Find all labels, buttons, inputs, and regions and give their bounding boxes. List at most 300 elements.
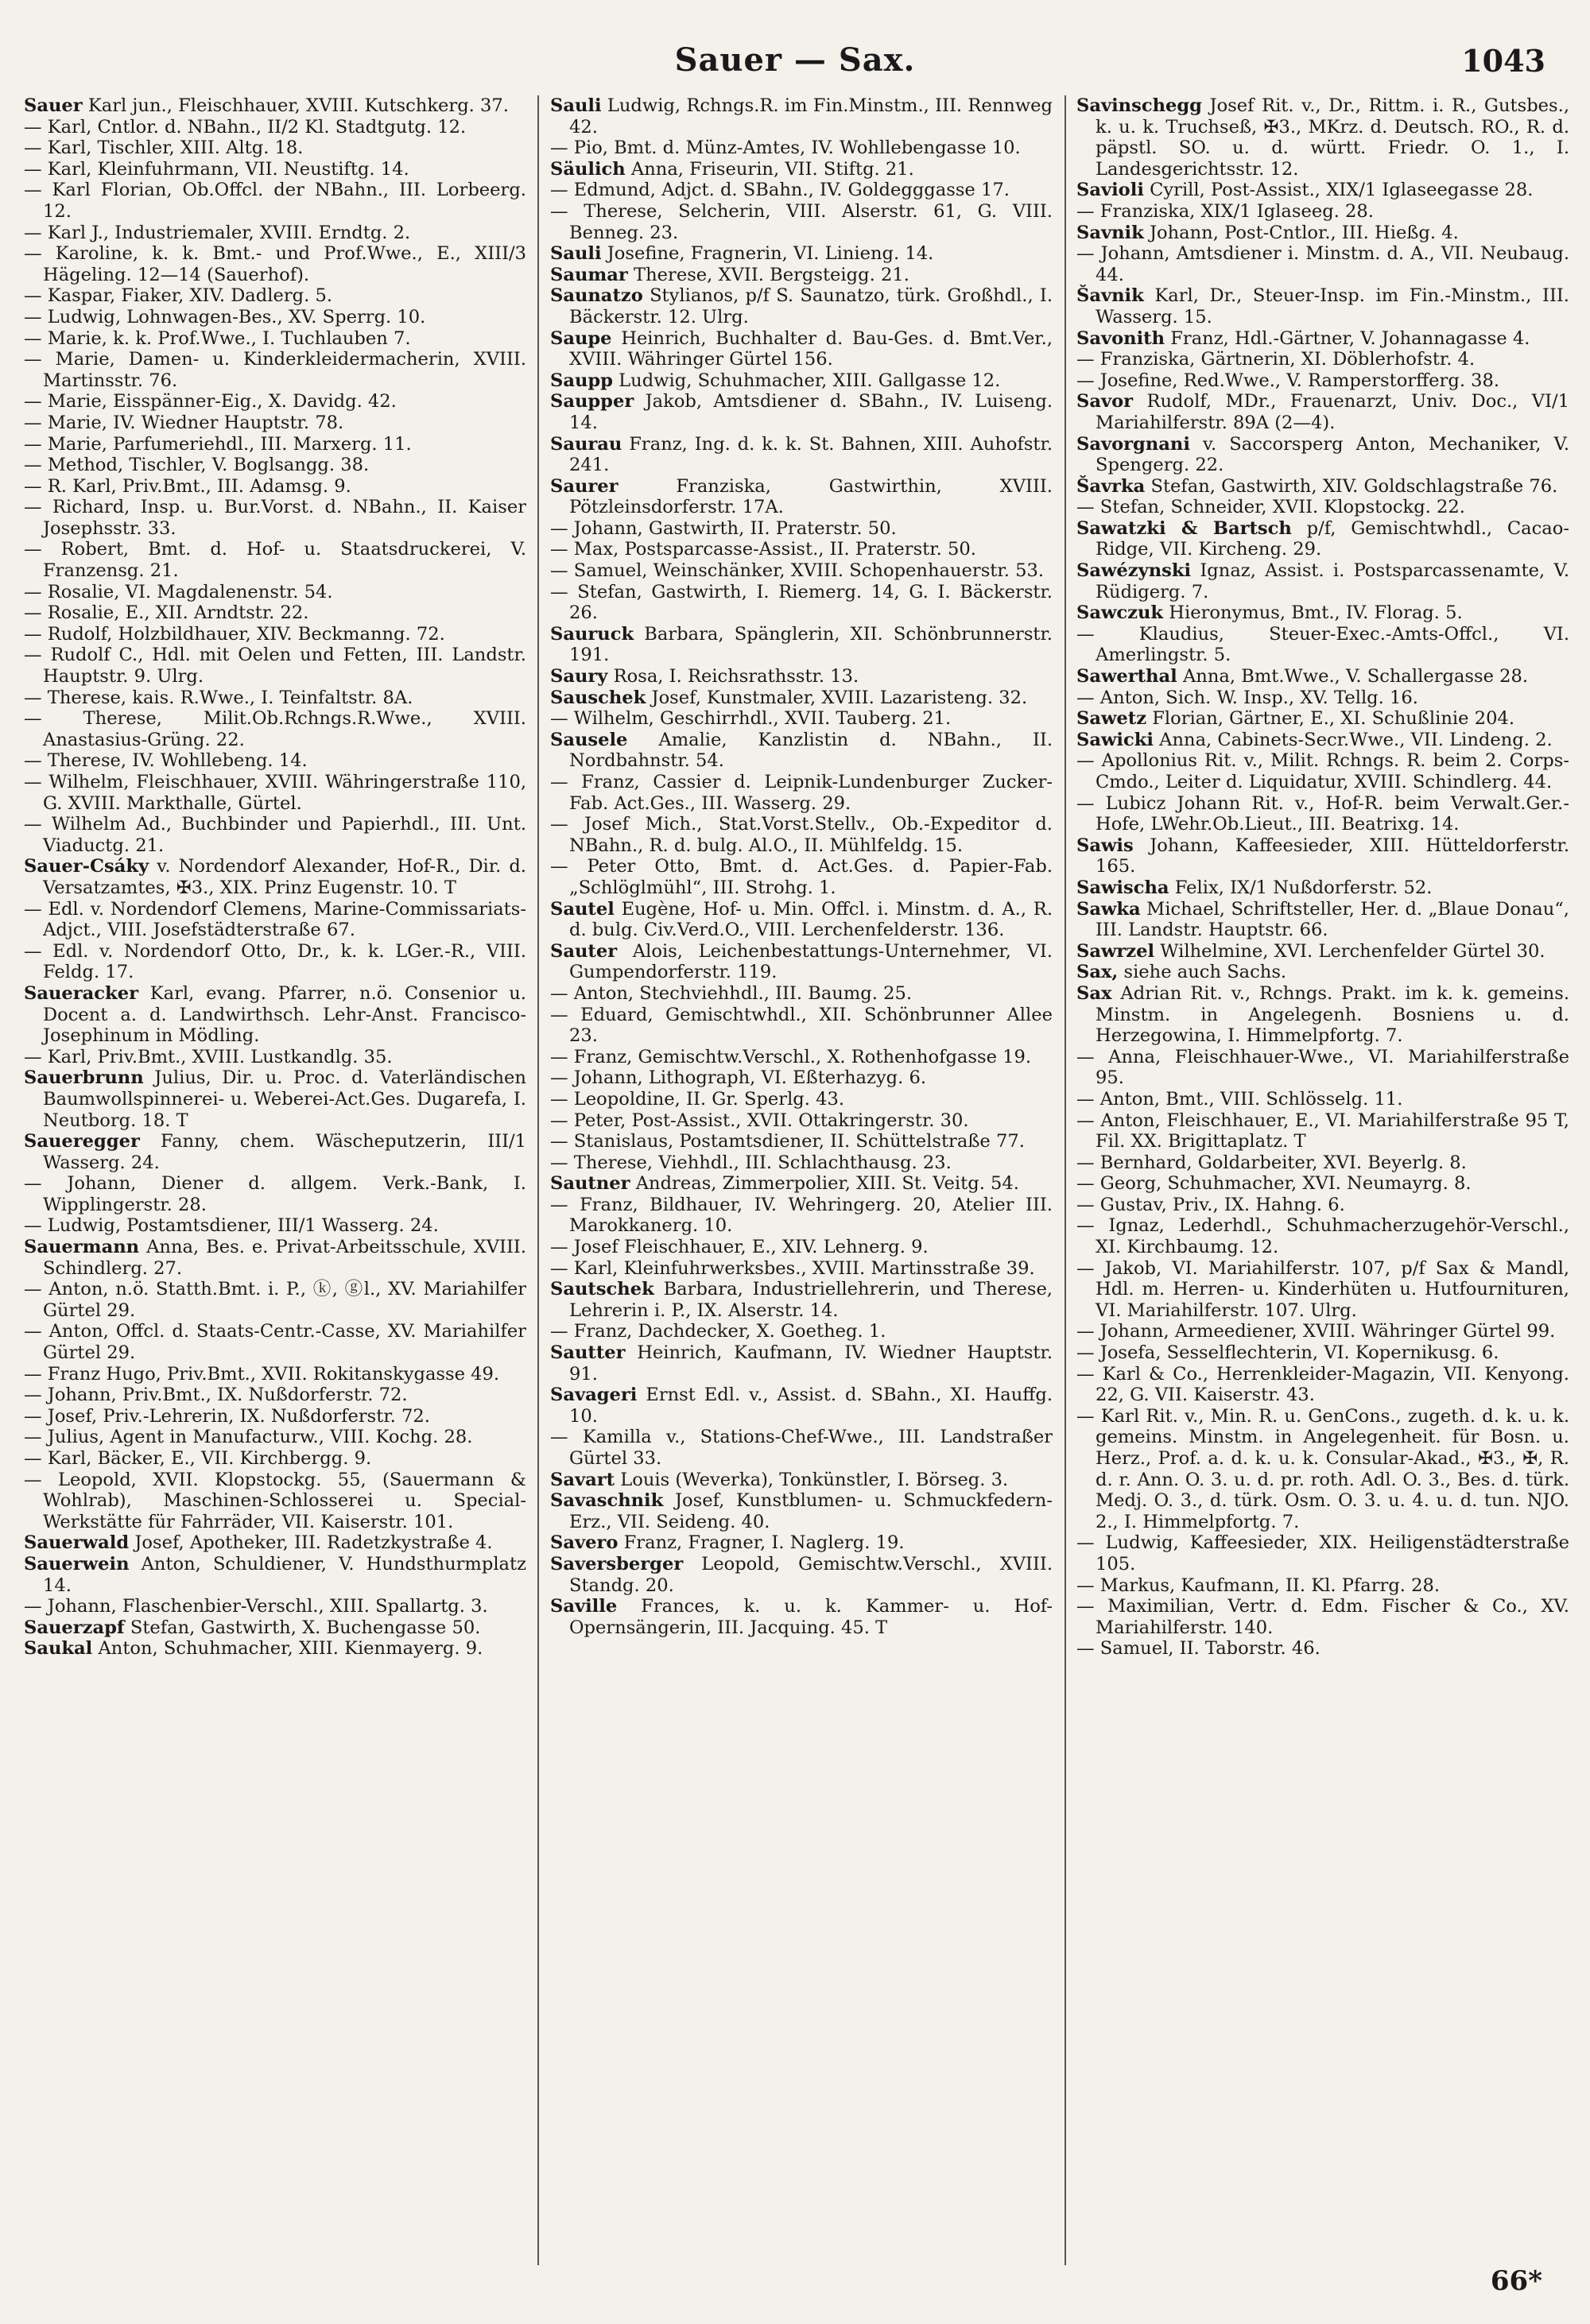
directory-entry xyxy=(550,1131,1053,1152)
directory-entry xyxy=(550,1279,1053,1321)
directory-entry xyxy=(24,328,526,350)
entry-surname: Sauermann xyxy=(24,1237,140,1258)
directory-entry xyxy=(550,285,1053,327)
directory-entry xyxy=(550,201,1053,243)
directory-entry xyxy=(550,265,1053,286)
entry-text: — Marie, Damen- u. Kinderkleidermacherin, XVIII. Martinsstr. 76. xyxy=(24,349,526,391)
entry-surname: Saury xyxy=(550,666,608,688)
directory-entry xyxy=(24,941,526,983)
directory-entry xyxy=(24,1406,526,1427)
directory-entry xyxy=(550,476,1053,518)
directory-entry xyxy=(550,539,1053,560)
entry-text: Felix, IX/1 Nußdorferstr. 52. xyxy=(1174,877,1433,898)
entry-surname: Saueregger xyxy=(24,1131,140,1152)
entry-text: Johann, Kaffeesieder, XIII. Hütteldorferstr. 165. xyxy=(1096,835,1569,877)
directory-entry xyxy=(24,349,526,391)
entry-text: — Markus, Kaufmann, II. Kl. Pfarrg. 28. xyxy=(1076,1575,1441,1596)
entry-text: Ludwig, Rchngs.R. im Fin.Minstm., III. Rennweg 42. xyxy=(569,95,1053,138)
entry-text: — Johann, Priv.Bmt., IX. Nußdorferstr. 72. xyxy=(24,1385,408,1406)
directory-entry xyxy=(1076,243,1569,285)
entry-text: — Edl. v. Nordendorf Otto, Dr., k. k. LGer.-R., VIII. Feldg. 17. xyxy=(24,940,526,983)
entry-text: — Rosalie, E., XII. Arndtstr. 22. xyxy=(24,602,309,624)
entry-surname: Sauerwein xyxy=(24,1553,130,1575)
directory-entry xyxy=(550,1554,1053,1596)
directory-entry xyxy=(24,1554,526,1596)
entry-text: — Apollonius Rit. v., Milit. Rchngs. R. beim 2. Corps-Cmdo., Leiter d. Liquidatur, XVIII. Schindlerg. 44. xyxy=(1076,750,1569,792)
directory-entry xyxy=(1076,877,1569,899)
directory-entry xyxy=(24,1364,526,1385)
entry-surname: Saville xyxy=(550,1596,618,1617)
entry-text: — Kamilla v., Stations-Chef-Wwe., III. Landstraßer Gürtel 33. xyxy=(550,1427,1053,1469)
entry-text: Andreas, Zimmerpolier, XIII. St. Veitg. 54. xyxy=(635,1173,1019,1195)
entry-text: — Stefan, Schneider, XVII. Klopstockg. 22. xyxy=(1076,497,1465,518)
entry-text: Rosa, I. Reichsrathsstr. 13. xyxy=(613,666,859,688)
entry-surname: Sawatzki & Bartsch xyxy=(1076,517,1292,539)
directory-entry xyxy=(1076,602,1569,624)
entry-text: Karl, evang. Pfarrer, n.ö. Consenior u. Docent a. d. Landwirthsch. Lehr-Anst. Francisco-Josephinum in Mödling. xyxy=(43,982,526,1047)
directory-entry xyxy=(1076,328,1569,350)
entry-text: — Johann, Armeediener, XVIII. Währinger Gürtel 99. xyxy=(1076,1321,1556,1342)
entry-text: — Karl, Tischler, XIII. Altg. 18. xyxy=(24,138,304,159)
directory-entry xyxy=(24,391,526,413)
entry-text: — Marie, IV. Wiedner Hauptstr. 78. xyxy=(24,412,344,433)
entry-text: Fanny, chem. Wäscheputzerin, III/1 Wasserg. 24. xyxy=(43,1131,526,1173)
entry-surname: Sawis xyxy=(1076,835,1134,856)
directory-entry xyxy=(24,1215,526,1237)
entry-surname: Šavrka xyxy=(1076,475,1146,497)
entry-text: Stylianos, p/f S. Saunatzo, türk. Großhdl., I. Bäckerstr. 12. Ulrg. xyxy=(569,285,1053,327)
directory-entry xyxy=(550,941,1053,983)
entry-text: Anton, Schuhmacher, XIII. Kienmayerg. 9. xyxy=(98,1638,483,1660)
entry-text: — Bernhard, Goldarbeiter, XVI. Beyerlg. 8. xyxy=(1076,1152,1467,1173)
directory-entry xyxy=(24,1173,526,1215)
entry-text: Amalie, Kanzlistin d. NBahn., II. Nordbahnstr. 54. xyxy=(569,729,1053,772)
directory-entry xyxy=(24,539,526,581)
entry-surname: Saupe xyxy=(550,327,612,349)
entry-text: Leopold, Gemischtw.Verschl., XVIII. Standg. 20. xyxy=(569,1553,1053,1596)
directory-entry xyxy=(24,1638,526,1660)
entry-text: Michael, Schriftsteller, Her. d. „Blaue Donau“, III. Landstr. Hauptstr. 66. xyxy=(1096,898,1569,941)
directory-entry xyxy=(24,413,526,434)
entry-surname: Sautel xyxy=(550,898,615,920)
directory-entry xyxy=(24,138,526,159)
entry-surname: Sauer xyxy=(24,95,83,116)
entry-text: — Kaspar, Fiaker, XIV. Dadlerg. 5. xyxy=(24,285,333,307)
directory-entry xyxy=(550,560,1053,582)
entry-text: — Karl Florian, Ob.Offcl. der NBahn., III. Lorbeerg. 12. xyxy=(24,180,526,222)
entry-text: — Josefine, Red.Wwe., V. Ramperstorfferg. 38. xyxy=(1076,370,1500,391)
directory-entry xyxy=(1076,285,1569,327)
entry-surname: Savor xyxy=(1076,391,1134,413)
entry-text: — Franz, Bildhauer, IV. Wehringerg. 20, Atelier III. Marokkanerg. 10. xyxy=(550,1194,1053,1237)
entry-text: Eugène, Hof- u. Min. Offcl. i. Minstm. d. A., R. d. bulg. Civ.Verd.O., VIII. Lerchenfelderstr. 136. xyxy=(569,898,1053,941)
entry-surname: Sawrzel xyxy=(1076,940,1155,962)
entry-surname: Sauerbrunn xyxy=(24,1067,144,1089)
entry-text: Josefine, Fragnerin, VI. Linieng. 14. xyxy=(607,243,934,265)
entry-text: — Edmund, Adjct. d. SBahn., IV. Goldegggasse 17. xyxy=(550,180,1010,201)
directory-entry xyxy=(550,434,1053,476)
directory-entry xyxy=(550,1173,1053,1195)
directory-entry xyxy=(550,138,1053,159)
entry-text: — Johann, Amtsdiener i. Minstm. d. A., VII. Neubaug. 44. xyxy=(1076,243,1569,285)
entry-text: — Franz, Gemischtw.Verschl., X. Rothenhofgasse 19. xyxy=(550,1046,1032,1067)
directory-entry xyxy=(24,1385,526,1406)
entry-surname: Sautschek xyxy=(550,1279,654,1300)
directory-entry xyxy=(1076,1195,1569,1216)
running-title: Sauer — Sax. xyxy=(674,41,916,79)
entry-text: — Johann, Lithograph, VI. Eßterhazyg. 6. xyxy=(550,1067,927,1089)
column-divider xyxy=(1065,95,1066,2265)
entry-text: — Karl, Bäcker, E., VII. Kirchbergg. 9. xyxy=(24,1448,372,1469)
directory-entry xyxy=(1076,1596,1569,1638)
entry-text: — Marie, k. k. Prof.Wwe., I. Tuchlauben 7. xyxy=(24,327,411,349)
entry-surname: Sauruck xyxy=(550,623,634,645)
entry-text: Anton, Schuldiener, V. Hundsthurmplatz 14. xyxy=(43,1553,526,1596)
entry-text: — Franz Hugo, Priv.Bmt., XVII. Rokitanskygasse 49. xyxy=(24,1363,500,1385)
entry-text: Heinrich, Buchhalter d. Bau-Ges. d. Bmt.Ver., XVIII. Währinger Gürtel 156. xyxy=(569,327,1053,370)
directory-entry xyxy=(1076,666,1569,688)
entry-surname: Saumar xyxy=(550,264,628,285)
directory-entry xyxy=(24,772,526,814)
directory-entry xyxy=(24,602,526,624)
entry-text: — Richard, Insp. u. Bur.Vorst. d. NBahn., II. Kaiser Josephsstr. 33. xyxy=(24,497,526,539)
entry-text: — Robert, Bmt. d. Hof- u. Staatsdruckerei, V. Franzensg. 21. xyxy=(24,539,526,582)
entry-surname: Sauli xyxy=(550,95,602,116)
directory-entry xyxy=(1076,1364,1569,1406)
entry-text: — Anna, Fleischhauer-Wwe., VI. Mariahilferstraße 95. xyxy=(1076,1046,1569,1089)
directory-entry xyxy=(24,1617,526,1639)
directory-entry xyxy=(550,1342,1053,1385)
directory-entry xyxy=(550,1005,1053,1047)
directory-entry xyxy=(24,307,526,328)
entry-text: — Leopoldine, II. Gr. Sperlg. 43. xyxy=(550,1088,845,1110)
directory-entry xyxy=(24,708,526,750)
entry-surname: Saversberger xyxy=(550,1553,684,1575)
directory-entry xyxy=(1076,434,1569,476)
entry-text: — Franziska, Gärtnerin, XI. Döblerhofstr. 4. xyxy=(1076,349,1476,370)
column-1 xyxy=(24,95,526,2265)
entry-text: — Jakob, VI. Mariahilferstr. 107, p/f Sax & Mandl, Hdl. m. Herren- u. Kinderhüten u. Hutfournituren, VI. Mariahilferstr. 107. Ulrg. xyxy=(1076,1257,1569,1321)
entry-text: — Therese, Viehhdl., III. Schlachthausg. 23. xyxy=(550,1152,952,1173)
entry-surname: Sawczuk xyxy=(1076,602,1164,624)
page-header xyxy=(0,41,1590,89)
entry-text: — Lubicz Johann Rit. v., Hof-R. beim Verwalt.Ger.-Hofe, LWehr.Ob.Lieut., III. Beatrixg. 14. xyxy=(1076,792,1569,835)
entry-text: Adrian Rit. v., Rchngs. Prakt. im k. k. gemeins. Minstm. in Angelegenh. Bosniens u. d. Herzegowina, I. Himmelpfortg. 7. xyxy=(1096,982,1569,1047)
entry-text: — Johann, Flaschenbier-Verschl., XIII. Spallartg. 3. xyxy=(24,1596,488,1617)
entry-surname: Sawka xyxy=(1076,898,1141,920)
entry-surname: Säulich xyxy=(550,158,626,180)
entry-text: — Therese, Milit.Ob.Rchngs.R.Wwe., XVIII. Anastasius-Grüng. 22. xyxy=(24,708,526,750)
entry-text: — Franz, Dachdecker, X. Goetheg. 1. xyxy=(550,1321,886,1342)
directory-entry xyxy=(1076,688,1569,709)
entry-text: — Eduard, Gemischtwhdl., XII. Schönbrunner Allee 23. xyxy=(550,1004,1053,1047)
entry-text: — Anton, Sich. W. Insp., XV. Tellg. 16. xyxy=(1076,687,1418,708)
entry-text: — Ludwig, Postamtsdiener, III/1 Wasserg. 24. xyxy=(24,1215,439,1237)
entry-text: — Ludwig, Lohnwagen-Bes., XV. Sperrg. 10. xyxy=(24,306,426,327)
directory-entry xyxy=(1076,476,1569,498)
entry-text: Cyrill, Post-Assist., XIX/1 Iglaseegasse 28. xyxy=(1150,180,1534,201)
directory-entry xyxy=(1076,518,1569,560)
directory-entry xyxy=(1076,1342,1569,1364)
directory-entry xyxy=(550,983,1053,1005)
directory-entry xyxy=(24,983,526,1047)
entry-surname: Savart xyxy=(550,1469,615,1490)
entry-text: — Edl. v. Nordendorf Clemens, Marine-Commissariats-Adjct., VIII. Josefstädterstraße 67. xyxy=(24,898,526,941)
entry-text: — Karl, Kleinfuhrmann, VII. Neustiftg. 14. xyxy=(24,158,409,180)
directory-entry xyxy=(24,223,526,244)
directory-entry xyxy=(1076,941,1569,963)
entry-surname: Saupp xyxy=(550,370,613,391)
entry-text: Barbara, Industriellehrerin, und Therese, Lehrerin i. P., IX. Alserstr. 14. xyxy=(569,1279,1053,1321)
directory-entry xyxy=(1076,180,1569,201)
directory-entry xyxy=(550,1089,1053,1110)
entry-text: — Samuel, Weinschänker, XVIII. Schopenhauerstr. 53. xyxy=(550,560,1044,582)
entry-surname: Sautter xyxy=(550,1342,626,1364)
entry-text: — Karl & Co., Herrenkleider-Magazin, VII. Kenyong. 22, G. VII. Kaiserstr. 43. xyxy=(1076,1363,1569,1406)
entry-text: Josef, Kunstmaler, XVIII. Lazaristeng. 32. xyxy=(651,687,1028,708)
entry-surname: Sawerthal xyxy=(1076,666,1177,688)
directory-entry xyxy=(1076,750,1569,792)
entry-text: — Wilhelm, Fleischhauer, XVIII. Währingerstraße 110, G. XVIII. Markthalle, Gürtel. xyxy=(24,772,526,814)
directory-entry xyxy=(24,814,526,856)
entry-surname: Sawischa xyxy=(1076,877,1169,898)
directory-entry xyxy=(24,899,526,941)
directory-entry xyxy=(550,1427,1053,1469)
entry-text: Josef, Apotheker, III. Radetzkystraße 4. xyxy=(134,1532,493,1554)
directory-entry xyxy=(550,582,1053,624)
entry-text: — Karl, Cntlor. d. NBahn., II/2 Kl. Stadtgutg. 12. xyxy=(24,116,467,138)
directory-entry xyxy=(24,1321,526,1363)
directory-entry xyxy=(550,95,1053,138)
entry-text: — Samuel, II. Taborstr. 46. xyxy=(1076,1638,1320,1660)
entry-surname: Sax xyxy=(1076,982,1112,1004)
directory-entry xyxy=(550,772,1053,814)
entry-text: — Wilhelm, Geschirrhdl., XVII. Tauberg. 21. xyxy=(550,708,952,730)
directory-entry xyxy=(24,434,526,455)
directory-entry xyxy=(550,1385,1053,1427)
directory-entry xyxy=(550,666,1053,688)
entry-text: — Max, Postsparcasse-Assist., II. Praterstr. 50. xyxy=(550,539,976,560)
entry-surname: Sauschek xyxy=(550,687,646,708)
directory-entry xyxy=(1076,201,1569,223)
entry-text: — Karl, Kleinfuhrwerksbes., XVIII. Martinsstraße 39. xyxy=(550,1257,1035,1279)
directory-entry xyxy=(24,1596,526,1617)
entry-text: Julius, Dir. u. Proc. d. Vaterländischen Baumwollspinnerei- u. Weberei-Act.Ges. Dugarefa, I. Neutborg. 18. T xyxy=(43,1067,526,1131)
directory-entry xyxy=(24,1470,526,1533)
entry-text: — Johann, Diener d. allgem. Verk.-Bank, I. Wipplingerstr. 28. xyxy=(24,1173,526,1215)
entry-text: Stefan, Gastwirth, XIV. Goldschlagstraße 76. xyxy=(1150,475,1558,497)
entry-text: — Gustav, Priv., IX. Hahng. 6. xyxy=(1076,1194,1345,1215)
entry-text: Karl jun., Fleischhauer, XVIII. Kutschkerg. 37. xyxy=(87,95,509,116)
directory-entry xyxy=(550,1110,1053,1132)
directory-entry xyxy=(1076,835,1569,877)
directory-entry xyxy=(550,1596,1053,1638)
directory-entry xyxy=(1076,223,1569,244)
directory-entry xyxy=(1076,370,1569,392)
entry-text: Barbara, Spänglerin, XII. Schönbrunnerstr. 191. xyxy=(569,623,1053,666)
entry-text: Wilhelmine, XVI. Lerchenfelder Gürtel 30. xyxy=(1160,940,1545,962)
directory-entry xyxy=(1076,708,1569,730)
directory-entry xyxy=(24,95,526,117)
directory-entry xyxy=(550,1047,1053,1068)
entry-text: Johann, Post-Cntlor., III. Hießg. 4. xyxy=(1149,222,1459,243)
directory-entry xyxy=(550,1195,1053,1237)
directory-entry xyxy=(24,497,526,539)
entry-text: — Josef Fleischhauer, E., XIV. Lehnerg. 9. xyxy=(550,1237,929,1258)
entry-surname: Saukal xyxy=(24,1638,93,1660)
entry-text: Franziska, Gastwirthin, XVIII. Pötzleinsdorferstr. 17A. xyxy=(569,475,1053,518)
directory-entry xyxy=(24,285,526,307)
directory-entry xyxy=(1076,1173,1569,1195)
directory-entry xyxy=(24,159,526,180)
entry-text: Ernst Edl. v., Assist. d. SBahn., XI. Hauffg. 10. xyxy=(569,1385,1053,1427)
entry-text: — Peter Otto, Bmt. d. Act.Ges. d. Papier-Fab. „Schlöglmühl“, III. Strohg. 1. xyxy=(550,856,1053,898)
entry-surname: Sawicki xyxy=(1076,729,1154,750)
entry-surname: Sax, xyxy=(1076,962,1119,983)
entry-text: Franz, Fragner, I. Naglerg. 19. xyxy=(623,1532,905,1554)
directory-entry xyxy=(24,476,526,498)
entry-surname: Savageri xyxy=(550,1385,638,1406)
entry-surname: Šavnik xyxy=(1076,285,1144,307)
directory-entry xyxy=(550,1067,1053,1089)
directory-entry xyxy=(24,688,526,709)
entry-text: — Stanislaus, Postamtsdiener, II. Schüttelstraße 77. xyxy=(550,1131,1025,1152)
entry-surname: Savaschnik xyxy=(550,1490,664,1512)
directory-entry xyxy=(550,243,1053,265)
entry-surname: Sauerwald xyxy=(24,1532,130,1554)
directory-entry xyxy=(24,1047,526,1068)
entry-surname: Saueracker xyxy=(24,982,138,1004)
directory-entry xyxy=(550,180,1053,201)
directory-entry xyxy=(1076,560,1569,602)
directory-entry xyxy=(550,1258,1053,1280)
directory-entry xyxy=(24,1279,526,1321)
directory-entry xyxy=(1076,1258,1569,1322)
entry-text: — Leopold, XVII. Klopstockg. 55, (Sauermann & Wohlrab), Maschinen-Schlosserei u. Special-Werkstätte für Fahrräder, VII. Kaiserstr. 101. xyxy=(24,1469,526,1532)
entry-surname: Saurau xyxy=(550,433,622,455)
entry-text: — Pio, Bmt. d. Münz-Amtes, IV. Wohllebengasse 10. xyxy=(550,138,1021,159)
entry-text: — Rosalie, VI. Magdalenenstr. 54. xyxy=(24,581,333,602)
entry-text: — Wilhelm Ad., Buchbinder und Papierhdl., III. Unt. Viaductg. 21. xyxy=(24,814,526,856)
directory-entry xyxy=(1076,391,1569,433)
directory-entry xyxy=(24,1131,526,1173)
signature-mark: 66* xyxy=(1490,2265,1542,2297)
directory-entry xyxy=(1076,1047,1569,1089)
page-number: 1043 xyxy=(1461,43,1545,79)
entry-surname: Sausele xyxy=(550,729,628,750)
directory-entry xyxy=(550,1532,1053,1554)
entry-surname: Savero xyxy=(550,1532,619,1554)
entry-text: — R. Karl, Priv.Bmt., III. Adamsg. 9. xyxy=(24,475,351,497)
entry-text: Rudolf, MDr., Frauenarzt, Univ. Doc., VI/1 Mariahilferstr. 89A (2—4). xyxy=(1096,391,1569,433)
directory-entry xyxy=(24,750,526,772)
directory-entry xyxy=(1076,1575,1569,1597)
directory-entry xyxy=(1076,1152,1569,1174)
directory-entry xyxy=(24,180,526,222)
directory-entry xyxy=(24,1532,526,1554)
directory-entry xyxy=(24,645,526,687)
entry-surname: Sauer-Csáky xyxy=(24,856,149,877)
directory-entry xyxy=(1076,1089,1569,1110)
directory-entry xyxy=(550,708,1053,730)
entry-text: — Franziska, XIX/1 Iglaseeg. 28. xyxy=(1076,200,1374,222)
directory-entry xyxy=(1076,1638,1569,1660)
column-3 xyxy=(1076,95,1569,2265)
directory-entry xyxy=(550,1490,1053,1532)
entry-text: Heinrich, Kaufmann, IV. Wiedner Hauptstr. 91. xyxy=(569,1342,1053,1385)
directory-entry xyxy=(550,1152,1053,1174)
entry-surname: Savorgnani xyxy=(1076,433,1190,455)
entry-surname: Sauli xyxy=(550,243,602,265)
entry-text: Anna, Bes. e. Privat-Arbeitsschule, XVIII. Schindlerg. 27. xyxy=(43,1237,526,1279)
entry-text: — Ludwig, Kaffeesieder, XIX. Heiligenstädterstraße 105. xyxy=(1076,1532,1569,1575)
directory-entry xyxy=(1076,497,1569,518)
entry-text: — Marie, Parfumeriehdl., III. Marxerg. 11. xyxy=(24,433,412,455)
directory-entry xyxy=(1076,349,1569,370)
entry-surname: Sawetz xyxy=(1076,708,1147,730)
entry-text: — Anton, Stechviehhdl., III. Baumg. 25. xyxy=(550,982,913,1004)
entry-text: Franz, Hdl.-Gärtner, V. Johannagasse 4. xyxy=(1170,327,1530,349)
entry-text: — Georg, Schuhmacher, XVI. Neumayrg. 8. xyxy=(1076,1173,1472,1195)
directory-entry xyxy=(550,1470,1053,1491)
entry-surname: Saurer xyxy=(550,475,619,497)
entry-text: — Peter, Post-Assist., XVII. Ottakringerstr. 30. xyxy=(550,1110,969,1131)
directory-entry xyxy=(1076,1406,1569,1533)
entry-text: Ignaz, Assist. i. Postsparcassenamte, V. Rüdigerg. 7. xyxy=(1096,560,1569,602)
directory-entry xyxy=(24,1427,526,1448)
entry-text: — Julius, Agent in Manufacturw., VIII. Kochg. 28. xyxy=(24,1427,473,1448)
entry-text: — Josef Mich., Stat.Vorst.Stellv., Ob.-Expeditor d. NBahn., R. d. bulg. Al.O., II. Mühlfeldg. 15. xyxy=(550,814,1053,856)
entry-text: — Stefan, Gastwirth, I. Riemerg. 14, G. I. Bäckerstr. 26. xyxy=(550,581,1053,624)
entry-text: Louis (Weverka), Tonkünstler, I. Börseg. 3. xyxy=(620,1469,1009,1490)
entry-text: — Josef, Priv.-Lehrerin, IX. Nußdorferstr. 72. xyxy=(24,1405,430,1427)
entry-text: — Karoline, k. k. Bmt.- und Prof.Wwe., E., XIII/3 Hägeling. 12—14 (Sauerhof). xyxy=(24,243,526,285)
directory-entry xyxy=(1076,1532,1569,1575)
directory-entry xyxy=(24,624,526,645)
entry-text: — Josefa, Sesselflechterin, VI. Kopernikusg. 6. xyxy=(1076,1342,1499,1364)
column-divider xyxy=(537,95,539,2265)
directory-entry xyxy=(1076,730,1569,751)
entry-text: — Maximilian, Vertr. d. Edm. Fischer & Co., XV. Mariahilferstr. 140. xyxy=(1076,1596,1569,1638)
entry-text: Anna, Friseurin, VII. Stiftg. 21. xyxy=(630,158,914,180)
entry-surname: Savinschegg xyxy=(1076,95,1202,116)
directory-entry xyxy=(24,1237,526,1279)
directory-entry xyxy=(550,1321,1053,1342)
directory-entry xyxy=(24,582,526,603)
directory-entry xyxy=(1076,1321,1569,1342)
entry-surname: Savnik xyxy=(1076,222,1144,243)
directory-entry xyxy=(550,518,1053,540)
directory-entry xyxy=(1076,1215,1569,1257)
directory-entry xyxy=(550,159,1053,180)
directory-entry xyxy=(550,856,1053,898)
entry-text: Therese, XVII. Bergsteigg. 21. xyxy=(634,264,909,285)
entry-text: Karl, Dr., Steuer-Insp. im Fin.-Minstm., III. Wasserg. 15. xyxy=(1096,285,1569,327)
directory-entry xyxy=(550,624,1053,666)
directory-entry xyxy=(1076,624,1569,666)
entry-text: Josef, Kunstblumen- u. Schmuckfedern-Erz., VII. Seideng. 40. xyxy=(569,1490,1053,1532)
entry-text: — Franz, Cassier d. Leipnik-Lundenburger Zucker-Fab. Act.Ges., III. Wasserg. 29. xyxy=(550,772,1053,814)
directory-entry xyxy=(1076,962,1569,983)
entry-text: Franz, Ing. d. k. k. St. Bahnen, XIII. Auhofstr. 241. xyxy=(569,433,1053,476)
entry-text: Hieronymus, Bmt., IV. Florag. 5. xyxy=(1169,602,1463,624)
entry-surname: Saunatzo xyxy=(550,285,643,307)
entry-text: p/f, Gemischtwhdl., Cacao-Ridge, VII. Kircheng. 29. xyxy=(1096,517,1569,560)
entry-text: — Rudolf, Holzbildhauer, XIV. Beckmanng. 72. xyxy=(24,623,445,645)
directory-entry xyxy=(24,117,526,138)
directory-entry xyxy=(550,814,1053,856)
entry-text: — Method, Tischler, V. Boglsangg. 38. xyxy=(24,455,370,476)
